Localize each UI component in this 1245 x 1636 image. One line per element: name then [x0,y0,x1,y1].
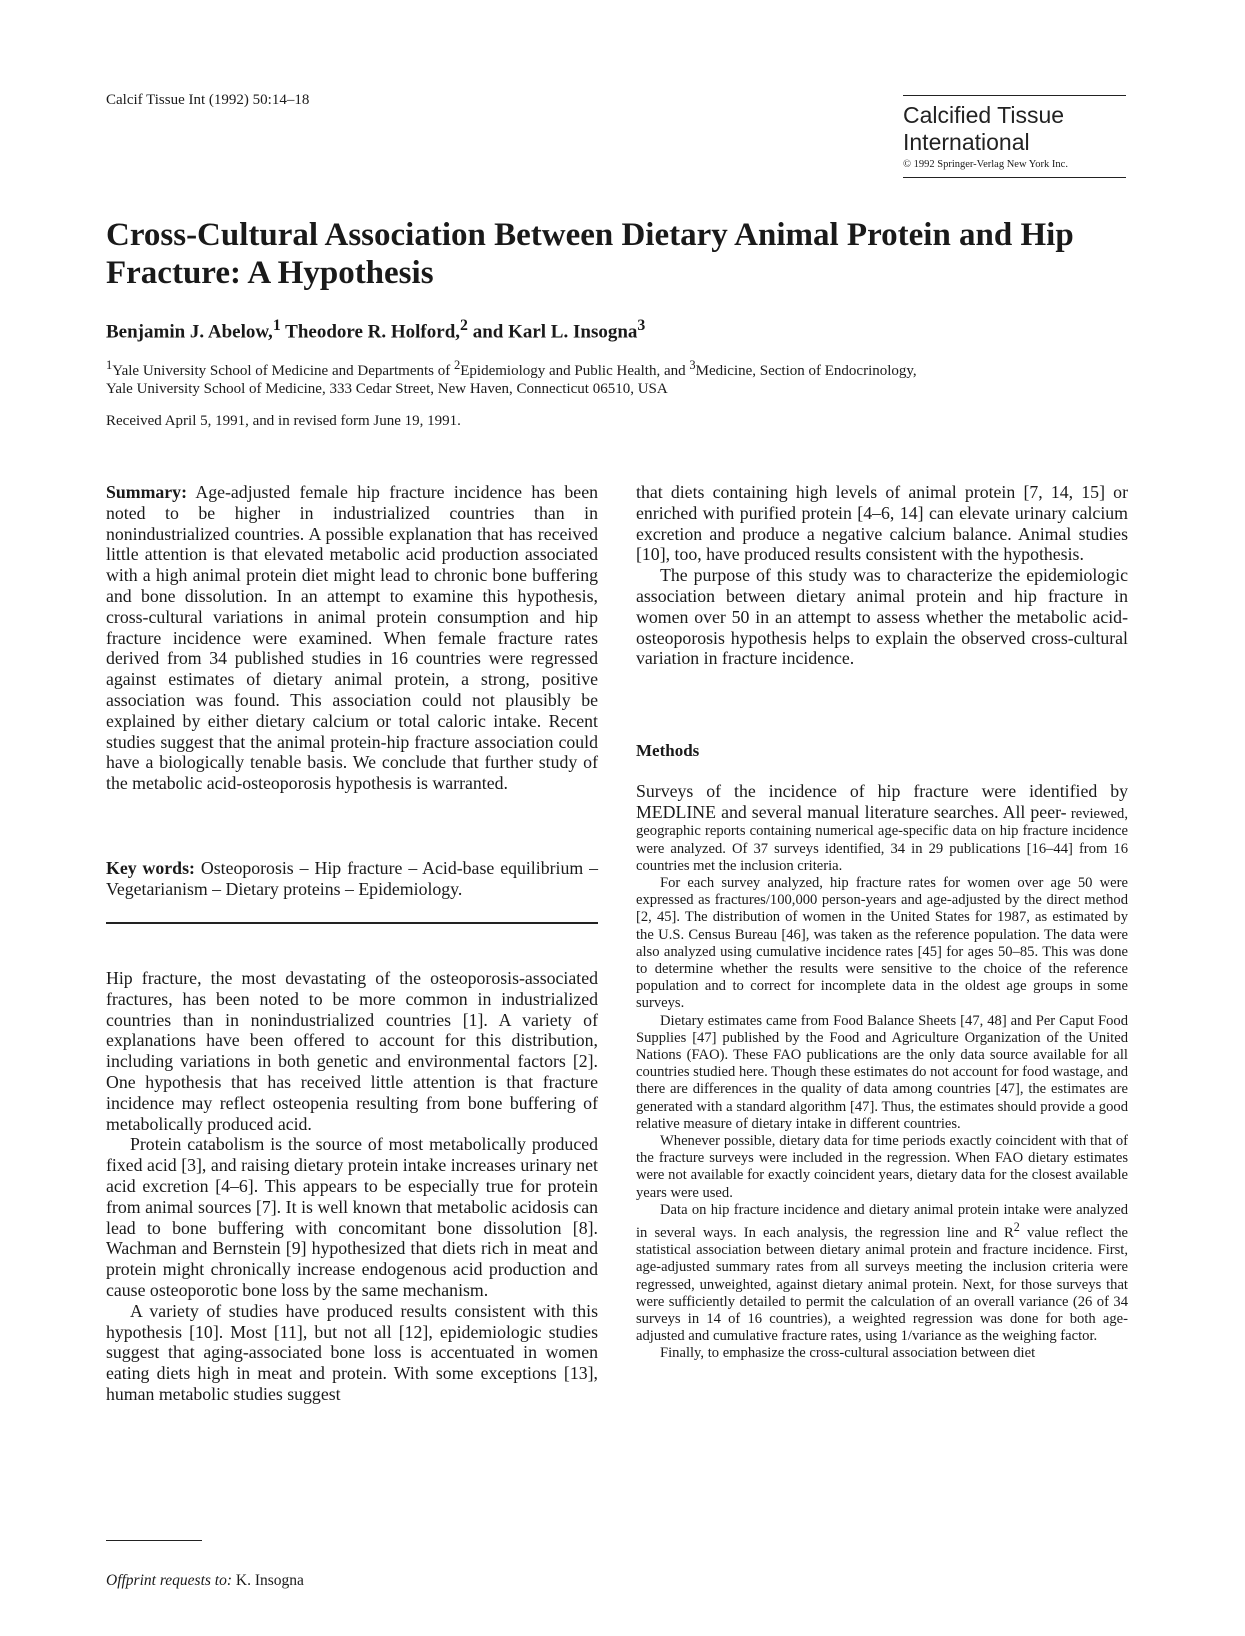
introduction [106,968,598,1405]
footnote-divider [106,1540,202,1541]
keywords-label: Key words: [106,858,195,878]
methods-heading: Methods [636,741,700,760]
methods-text-large: Surveys of the incidence of hip fracture were identified by MEDLINE and several manual literature searches. All peer- [636,781,1128,823]
superscript: 2 [1013,1220,1020,1235]
intro-paragraph: Hip fracture, the most devastating of the osteoporosis-associated fractures, has been noted to be more common in industrialized countries than in nonindustrialized countries [1]. A variety of explanations have been offered to account for this distribution, including variations in both genetic and environmental factors [2]. One hypothesis that has received little attention is that fracture incidence may reflect osteopenia resulting from bone buffering of metabolically produced acid. [106,968,598,1134]
affil-text: Yale University School of Medicine and Departments of [112,363,454,379]
keywords-paragraph [106,858,598,900]
section-divider [106,922,598,924]
author-name: Benjamin J. Abelow, [106,321,273,343]
author-affil-marker: 2 [460,317,468,334]
methods-section [636,781,1128,1363]
summary-label: Summary: [106,482,187,502]
journal-name-line2: International [903,129,1030,155]
offprint-label: Offprint requests to: [106,1572,233,1589]
affil-text: Epidemiology and Public Health, and [460,363,690,379]
methods-paragraph: Finally, to emphasize the cross-cultural association between diet [660,1345,1036,1362]
intro-continued [636,482,1128,669]
article-title [106,216,1136,292]
summary-paragraph [106,482,598,794]
methods-paragraph: Dietary estimates came from Food Balance Sheets [47, 48] and Per Caput Food Supplies [47] published by the Food and Agriculture Organization of the United Nations (FAO). These FAO publications are the only data source available for all countries studied here. Though these estimates do not account for food wastage, and there are differences in the quality of data among countries [47], the estimates are generated with a standard algorithm [47]. Thus, the estimates should provide a good relative measure of dietary intake in different countries. [636,1012,1128,1132]
author-name: Theodore R. Holford, [280,321,461,343]
affil-marker: 1 [106,358,113,372]
journal-name-line1: Calcified Tissue [903,102,1065,128]
affiliation-line-1 [106,356,1136,380]
summary-text: Age-adjusted female hip fracture incidence has been noted to be higher in industrialized countries than in nonindustrialized countries. A possible explanation that has received little attention is that elevated metabolic acid production associated with a high animal protein diet might lead to chronic bone buffering and bone dissolution. In an attempt to examine this hypothesis, cross-cultural variations in animal protein consumption and hip fracture incidence were examined. When female fracture rates derived from 34 published studies in 16 countries were regressed against estimates of dietary animal protein, a strong, positive association was found. This association could not plausibly be explained by either dietary calcium or total caloric intake. Recent studies suggest that the animal protein-hip fracture association could have a biologically tenable basis. We conclude that further study of the metabolic acid-osteoporosis hypothesis is warranted. [106,482,598,794]
copyright-notice: © 1992 Springer-Verlag New York Inc. [903,159,1068,170]
methods-paragraph-r2 [636,1202,1128,1345]
title-line-2: Fracture: A Hypothesis [106,255,434,291]
received-dates: Received April 5, 1991, and in revised form June 19, 1991. [106,413,461,429]
affiliations [106,356,1136,398]
journal-masthead [903,95,1126,178]
author-affil-marker: 3 [637,317,646,334]
keywords-text: Osteoporosis – Hip fracture – Acid-base equilibrium – Vegetarianism – Dietary proteins – Epidemiology. [106,858,598,899]
author-list [106,317,645,343]
methods-text: value reflect the statistical association between dietary animal protein and fracture incidence. First, age-adjusted summary rates from all surveys meeting the inclusion criteria were regressed, unweighted, against dietary animal protein. Next, for those surveys that were sufficiently detailed to permit the calculation of an overall variance (26 of 34 surveys in 14 of 16 countries), a weighted regression was done for both age-adjusted and cumulative fracture rates, using 1/variance as the weighing factor. [636,1224,1128,1345]
offprint-name: K. Insogna [232,1572,304,1589]
author-name: and Karl L. Insogna [467,321,638,343]
methods-text: Data on hip fracture incidence and dietary animal protein intake were analyzed in several ways. In each analysis, the regression line and R [636,1201,1128,1241]
methods-paragraph: Whenever possible, dietary data for time periods exactly coincident with that of the fracture surveys were included in the regression. When FAO dietary estimates were not available for exactly coincident years, dietary data for the closest available years were used. [636,1133,1128,1201]
author-affil-marker: 1 [272,317,281,334]
offprint-footnote [106,1572,304,1590]
journal-citation: Calcif Tissue Int (1992) 50:14–18 [106,92,310,108]
methods-text: reviewed, geographic reports containing numerical age-specific data on hip fracture incidence were analyzed. Of 37 surveys identified, 34 in 29 publications [16–44] from 16 countries met the inclusion criteria. [636,806,1128,874]
intro-paragraph: A variety of studies have produced results consistent with this hypothesis [10]. Most [11], but not all [12], epidemiologic studies suggest that aging-associated bone loss is accentuated in women eating diets high in meat and protein. With some exceptions [13], human metabolic studies suggest [106,1300,598,1404]
affil-marker: 3 [689,358,696,372]
title-line-1: Cross-Cultural Association Between Dietary Animal Protein and Hip [106,217,1074,253]
affil-text: Medicine, Section of Endocrinology, [695,363,917,379]
affil-marker: 2 [454,358,461,372]
intro-paragraph: Protein catabolism is the source of most metabolically produced fixed acid [3], and raising dietary protein intake increases urinary net acid excretion [4–6]. This appears to be especially true for protein from animal sources [7]. It is well known that metabolic acidosis can lead to bone buffering with concomitant bone dissolution [8]. Wachman and Bernstein [9] hypothesized that diets rich in meat and protein might chronically increase endogenous acid production and cause osteoporotic bone loss by the same mechanism. [106,1134,598,1300]
intro-paragraph: The purpose of this study was to characterize the epidemiologic association between dietary animal protein and hip fracture in women over 50 in an attempt to assess whether the metabolic acid-osteoporosis hypothesis helps to explain the observed cross-cultural variation in fracture incidence. [636,565,1128,669]
methods-paragraph: For each survey analyzed, hip fracture rates for women over age 50 were expressed as fractures/100,000 person-years and age-adjusted by the direct method [2, 45]. The distribution of women in the United States for 1987, as estimated by the U.S. Census Bureau [46], was taken as the reference population. The data were also analyzed using cumulative incidence rates [45] for ages 50–85. This was done to determine whether the results were sensitive to the choice of the reference population and to correct for incomplete data in the oldest age groups in some surveys. [636,875,1128,1012]
affiliation-line-2: Yale University School of Medicine, 333 Cedar Street, New Haven, Connecticut 06510, USA [106,381,668,397]
intro-paragraph: that diets containing high levels of animal protein [7, 14, 15] or enriched with purified protein [4–6, 14] can elevate urinary calcium excretion and produce a negative calcium balance. Animal studies [10], too, have produced results consistent with the hypothesis. [636,482,1128,565]
